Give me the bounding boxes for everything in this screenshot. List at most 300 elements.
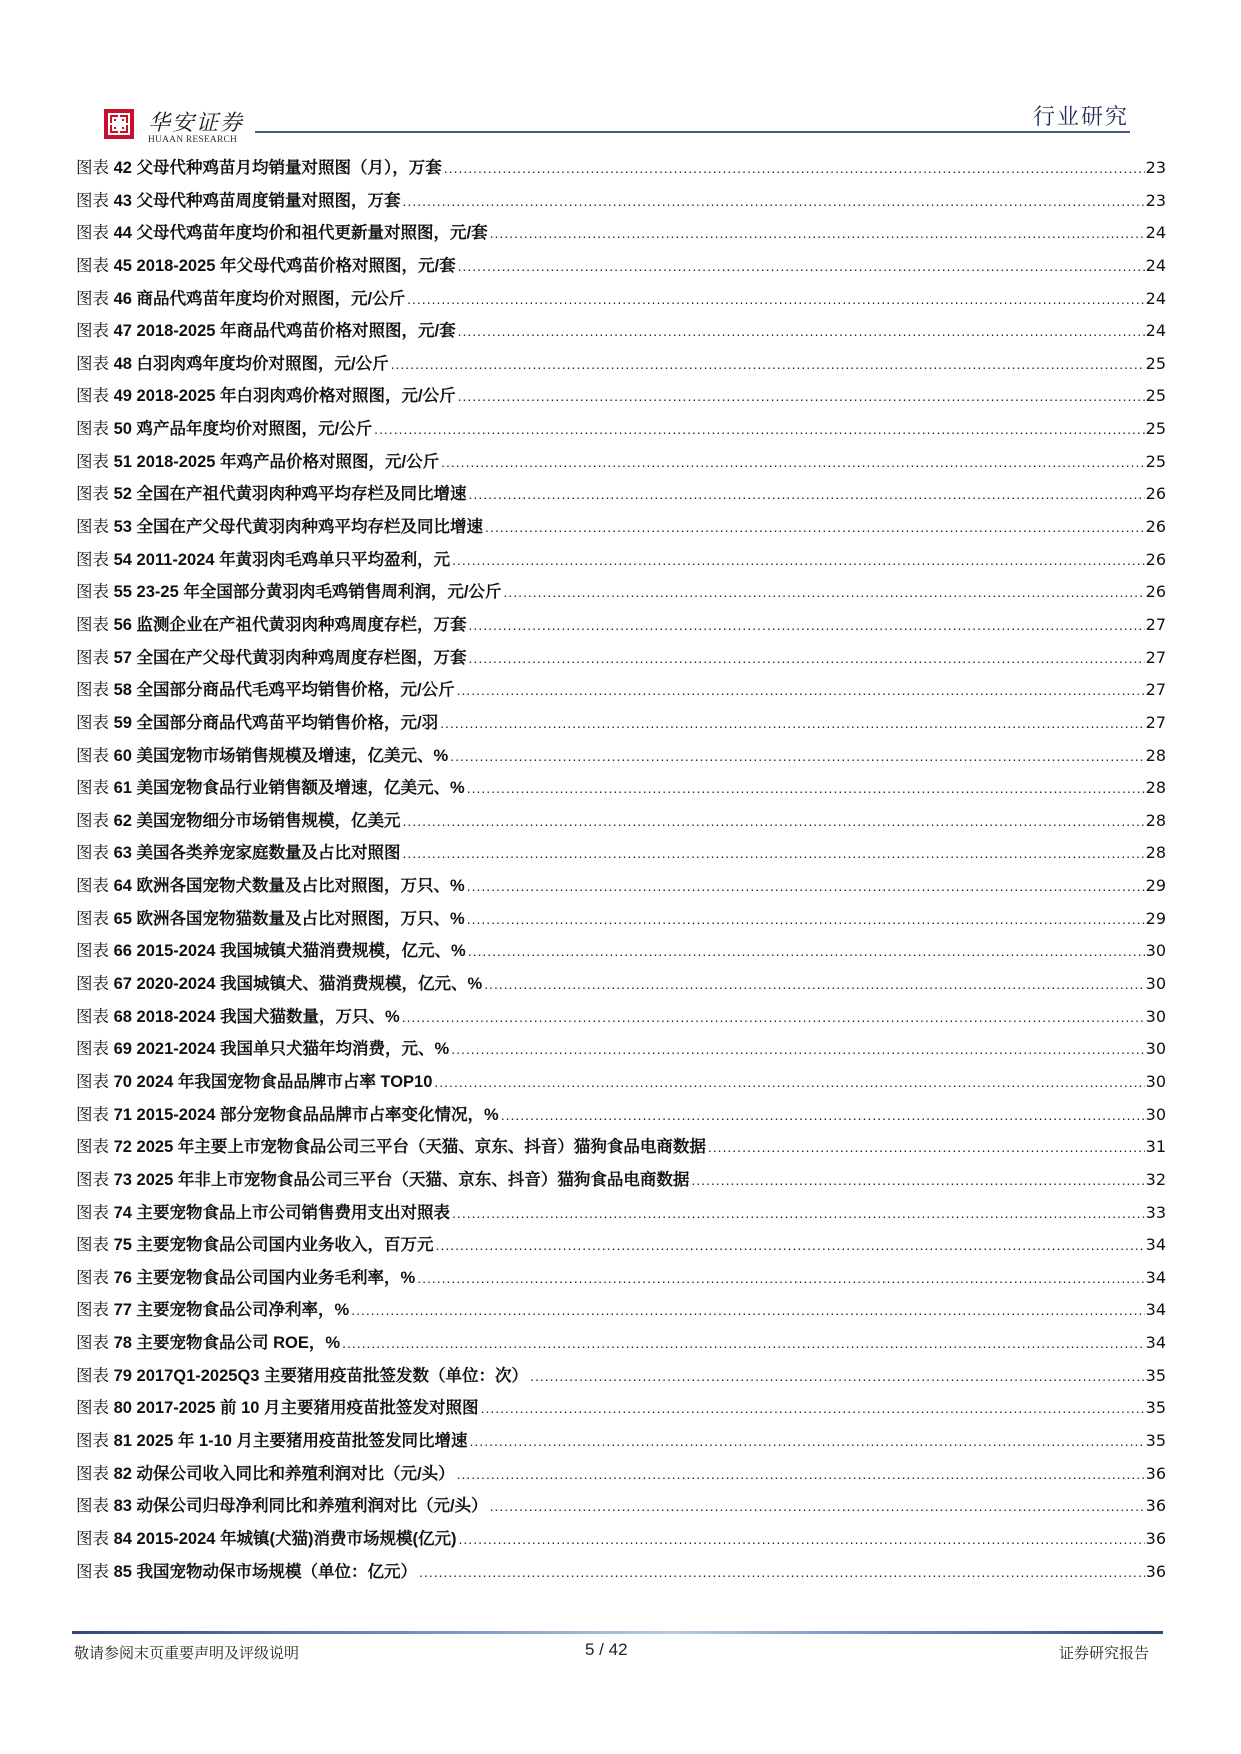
toc-entry[interactable] xyxy=(76,1294,1166,1327)
toc-entry-number: 43 xyxy=(113,191,132,210)
toc-entry[interactable] xyxy=(76,348,1166,381)
toc-entry-prefix: 图表 xyxy=(76,1463,109,1483)
toc-entry-number: 66 xyxy=(113,942,132,961)
toc-entry-label[interactable] xyxy=(76,217,490,250)
toc-entry-page[interactable]: 26 xyxy=(1145,484,1166,504)
toc-entry-number: 81 xyxy=(113,1431,132,1450)
toc-entry-label[interactable] xyxy=(76,1458,457,1491)
toc-entry-title: 2025 年非上市宠物食品公司三平台（天猫、京东、抖音）猫狗食品电商数据 xyxy=(136,1170,690,1189)
toc-entry-label[interactable] xyxy=(76,315,458,348)
toc-entry-label[interactable] xyxy=(76,609,469,642)
toc-entry-page[interactable]: 26 xyxy=(1145,549,1166,569)
toc-entry[interactable] xyxy=(76,1360,1166,1393)
toc-entry[interactable] xyxy=(76,544,1166,577)
toc-entry-label[interactable] xyxy=(76,837,403,870)
toc-entry-title: 全国在产父母代黄羽肉种鸡周度存栏图，万套 xyxy=(136,648,467,667)
toc-entry[interactable] xyxy=(76,1458,1166,1491)
toc-entry-title: 动保公司归母净利同比和养殖利润对比（元/头） xyxy=(136,1497,488,1516)
toc-entry-prefix: 图表 xyxy=(76,876,109,896)
dot-leader xyxy=(458,315,1145,348)
toc-entry-title: 2018-2025 年商品代鸡苗价格对照图，元/套 xyxy=(136,322,456,341)
toc-entry-page[interactable]: 34 xyxy=(1145,1267,1166,1287)
toc-entry-page[interactable]: 36 xyxy=(1145,1496,1166,1516)
dot-leader xyxy=(467,870,1145,903)
toc-entry-number: 52 xyxy=(113,485,132,504)
toc-entry-page[interactable]: 30 xyxy=(1145,974,1166,994)
toc-entry-prefix: 图表 xyxy=(76,1169,109,1189)
toc-entry-label[interactable] xyxy=(76,772,467,805)
dot-leader xyxy=(403,185,1145,218)
dot-leader xyxy=(351,1294,1144,1327)
toc-entry-number: 72 xyxy=(113,1138,132,1157)
toc-entry-page[interactable]: 32 xyxy=(1145,1169,1166,1189)
toc-entry-number: 57 xyxy=(113,648,132,667)
toc-entry-number: 80 xyxy=(113,1399,132,1418)
toc-entry-page[interactable]: 23 xyxy=(1145,190,1166,210)
toc-entry-page[interactable]: 29 xyxy=(1145,876,1166,896)
toc-entry-number: 68 xyxy=(113,1007,132,1026)
toc-entry-page[interactable]: 29 xyxy=(1145,908,1166,928)
toc-entry-number: 51 xyxy=(113,452,132,471)
dot-leader xyxy=(457,674,1145,707)
toc-entry-title: 欧洲各国宠物犬数量及占比对照图，万只、% xyxy=(136,877,465,896)
dot-leader xyxy=(444,152,1145,185)
toc-entry-title: 2018-2025 年白羽肉鸡价格对照图，元/公斤 xyxy=(136,387,456,406)
toc-entry-page[interactable]: 28 xyxy=(1145,843,1166,863)
toc-entry-label[interactable] xyxy=(76,1131,708,1164)
dot-leader xyxy=(434,1066,1144,1099)
toc-entry[interactable] xyxy=(76,283,1166,316)
dot-leader xyxy=(501,1099,1145,1132)
toc-entry-title: 2018-2025 年鸡产品价格对照图，元/公斤 xyxy=(136,452,440,471)
toc-entry[interactable] xyxy=(76,740,1166,773)
toc-entry-label[interactable] xyxy=(76,1392,481,1425)
toc-entry-prefix: 图表 xyxy=(76,778,109,798)
toc-entry-page[interactable]: 26 xyxy=(1145,582,1166,602)
toc-entry[interactable] xyxy=(76,1131,1166,1164)
toc-entry-prefix: 图表 xyxy=(76,908,109,928)
toc-entry-number: 54 xyxy=(113,550,132,569)
toc-entry-title: 2018-2025 年父母代鸡苗价格对照图，元/套 xyxy=(136,256,456,275)
toc-entry-label[interactable] xyxy=(76,1229,436,1262)
dot-leader xyxy=(436,1229,1145,1262)
toc-entry-prefix: 图表 xyxy=(76,255,109,275)
toc-entry-label[interactable] xyxy=(76,1523,459,1556)
toc-entry[interactable] xyxy=(76,1262,1166,1295)
toc-entry-label[interactable] xyxy=(76,1164,691,1197)
toc-entry-number: 67 xyxy=(113,975,132,994)
toc-entry-label[interactable] xyxy=(76,674,457,707)
toc-entry-page[interactable]: 24 xyxy=(1145,321,1166,341)
huaan-logo-icon xyxy=(104,109,134,139)
toc-entry[interactable] xyxy=(76,446,1166,479)
toc-entry-prefix: 图表 xyxy=(76,712,109,732)
toc-entry-label[interactable] xyxy=(76,250,458,283)
dot-leader xyxy=(391,348,1145,381)
dot-leader xyxy=(452,544,1145,577)
dot-leader xyxy=(691,1164,1144,1197)
toc-entry-title: 全国在产祖代黄羽肉种鸡平均存栏及同比增速 xyxy=(136,485,467,504)
toc-entry-page[interactable]: 26 xyxy=(1145,517,1166,537)
toc-entry-number: 58 xyxy=(113,681,132,700)
dot-leader xyxy=(374,413,1145,446)
toc-entry-prefix: 图表 xyxy=(76,353,109,373)
toc-entry[interactable] xyxy=(76,1066,1166,1099)
toc-entry-label[interactable] xyxy=(76,707,440,740)
dot-leader xyxy=(451,1033,1144,1066)
toc-entry-number: 53 xyxy=(113,518,132,537)
dot-leader xyxy=(490,217,1145,250)
toc-entry-page[interactable]: 30 xyxy=(1145,1006,1166,1026)
dot-leader xyxy=(417,1262,1144,1295)
dot-leader xyxy=(459,1523,1145,1556)
dot-leader xyxy=(342,1327,1145,1360)
dot-leader xyxy=(402,1001,1145,1034)
dot-leader xyxy=(419,1556,1145,1589)
toc-entry-title: 美国各类养宠家庭数量及占比对照图 xyxy=(136,844,401,863)
toc-entry-title: 白羽肉鸡年度均价对照图，元/公斤 xyxy=(136,354,389,373)
toc-entry[interactable] xyxy=(76,870,1166,903)
toc-entry-title: 2011-2024 年黄羽肉毛鸡单只平均盈利，元 xyxy=(136,550,451,569)
dot-leader xyxy=(452,1197,1145,1230)
toc-entry-page[interactable]: 36 xyxy=(1145,1561,1166,1581)
toc-entry-page[interactable]: 28 xyxy=(1145,778,1166,798)
toc-entry-number: 79 xyxy=(113,1366,132,1385)
toc-entry-number: 65 xyxy=(113,909,132,928)
page-header xyxy=(0,0,1241,145)
toc-entry-prefix: 图表 xyxy=(76,974,109,994)
toc-entry-prefix: 图表 xyxy=(76,1202,109,1222)
toc-entry[interactable] xyxy=(76,250,1166,283)
toc-entry[interactable] xyxy=(76,1033,1166,1066)
toc-entry-page[interactable]: 27 xyxy=(1145,712,1166,732)
toc-entry-prefix: 图表 xyxy=(76,1006,109,1026)
toc-entry-prefix: 图表 xyxy=(76,223,109,243)
toc-entry-label[interactable] xyxy=(76,1490,490,1523)
toc-entry-title: 动保公司收入同比和养殖利润对比（元/头） xyxy=(136,1464,455,1483)
toc-entry-page[interactable]: 34 xyxy=(1145,1235,1166,1255)
toc-entry-label[interactable] xyxy=(76,1425,470,1458)
toc-entry-page[interactable]: 33 xyxy=(1145,1202,1166,1222)
toc-entry-number: 77 xyxy=(113,1301,132,1320)
toc-entry-prefix: 图表 xyxy=(76,1071,109,1091)
toc-entry[interactable] xyxy=(76,1392,1166,1425)
dot-leader xyxy=(403,805,1145,838)
section-title: 行业研究 xyxy=(1032,105,1129,130)
toc-entry[interactable] xyxy=(76,380,1166,413)
toc-entry[interactable] xyxy=(76,674,1166,707)
toc-entry-prefix: 图表 xyxy=(76,1333,109,1353)
toc-entry[interactable] xyxy=(76,1327,1166,1360)
toc-entry-page[interactable]: 23 xyxy=(1145,158,1166,177)
toc-entry-number: 76 xyxy=(113,1268,132,1287)
toc-entry-page[interactable]: 27 xyxy=(1145,680,1166,700)
toc-entry-number: 63 xyxy=(113,844,132,863)
toc-entry-prefix: 图表 xyxy=(76,1561,109,1581)
toc-entry[interactable] xyxy=(76,935,1166,968)
toc-entry-title: 欧洲各国宠物猫数量及占比对照图，万只、% xyxy=(136,909,465,928)
toc-entry[interactable] xyxy=(76,772,1166,805)
toc-entry[interactable] xyxy=(76,1099,1166,1132)
toc-entry-number: 85 xyxy=(113,1562,132,1581)
toc-entry-label[interactable] xyxy=(76,1033,451,1066)
toc-entry-label[interactable] xyxy=(76,348,391,381)
toc-entry-label[interactable] xyxy=(76,544,452,577)
toc-entry[interactable] xyxy=(76,1556,1166,1589)
dot-leader xyxy=(450,740,1144,773)
toc-entry-number: 62 xyxy=(113,811,132,830)
toc-entry-page[interactable]: 24 xyxy=(1145,255,1166,275)
toc-entry-number: 84 xyxy=(113,1529,132,1548)
toc-entry-prefix: 图表 xyxy=(76,1300,109,1320)
dot-leader xyxy=(407,283,1145,316)
toc-entry[interactable] xyxy=(76,1523,1166,1556)
header-divider xyxy=(255,131,1130,133)
toc-entry-title: 2024 年我国宠物食品品牌市占率 TOP10 xyxy=(136,1072,433,1091)
toc-entry-number: 73 xyxy=(113,1170,132,1189)
toc-entry-title: 主要宠物食品公司国内业务收入，百万元 xyxy=(136,1236,434,1255)
toc-entry-prefix: 图表 xyxy=(76,647,109,667)
toc-entry-prefix: 图表 xyxy=(76,1398,109,1418)
toc-entry-number: 74 xyxy=(113,1203,132,1222)
toc-entry-prefix: 图表 xyxy=(76,1137,109,1157)
toc-entry-label[interactable] xyxy=(76,1556,419,1589)
toc-entry-title: 23-25 年全国部分黄羽肉毛鸡销售周利润，元/公斤 xyxy=(136,583,502,602)
toc-entry-number: 46 xyxy=(113,289,132,308)
toc-entry-prefix: 图表 xyxy=(76,810,109,830)
toc-entry-prefix: 图表 xyxy=(76,614,109,634)
toc-entry-page[interactable]: 27 xyxy=(1145,614,1166,634)
toc-entry-number: 50 xyxy=(113,420,132,439)
footer-divider xyxy=(72,1631,1163,1634)
toc-entry-number: 47 xyxy=(113,322,132,341)
dot-leader xyxy=(457,1458,1145,1491)
toc-entry-label[interactable] xyxy=(76,1197,452,1230)
toc-entry-page[interactable]: 25 xyxy=(1145,353,1166,373)
toc-entry-prefix: 图表 xyxy=(76,1104,109,1124)
toc-entry[interactable] xyxy=(76,837,1166,870)
toc-entry-title: 父母代种鸡苗周度销量对照图，万套 xyxy=(136,191,401,210)
toc-entry-number: 48 xyxy=(113,354,132,373)
footer-disclaimer: 敬请参阅末页重要声明及评级说明 xyxy=(74,1644,300,1662)
toc-entry-label[interactable] xyxy=(76,1066,434,1099)
toc-entry-number: 70 xyxy=(113,1072,132,1091)
toc-entry-title: 2021-2024 我国单只犬猫年均消费，元、% xyxy=(136,1040,450,1059)
toc-entry-title: 2017Q1-2025Q3 主要猪用疫苗批签发数（单位：次） xyxy=(136,1366,529,1385)
dot-leader xyxy=(490,1490,1145,1523)
dot-leader xyxy=(708,1131,1145,1164)
toc-entry[interactable] xyxy=(76,217,1166,250)
toc-entry[interactable] xyxy=(76,707,1166,740)
toc-entry-page[interactable]: 24 xyxy=(1145,288,1166,308)
toc-entry-label[interactable] xyxy=(76,478,469,511)
toc-entry[interactable] xyxy=(76,1001,1166,1034)
toc-entry-label[interactable] xyxy=(76,152,444,185)
toc-entry-prefix: 图表 xyxy=(76,1039,109,1059)
toc-entry-page[interactable]: 27 xyxy=(1145,647,1166,667)
toc-entry-prefix: 图表 xyxy=(76,1365,109,1385)
toc-entry-prefix: 图表 xyxy=(76,745,109,765)
toc-entry-title: 美国宠物细分市场销售规模，亿美元 xyxy=(136,811,401,830)
dot-leader xyxy=(467,772,1145,805)
brand-name-en: HUAAN RESEARCH xyxy=(148,135,238,145)
toc-entry-label[interactable] xyxy=(76,1327,342,1360)
toc-entry-prefix: 图表 xyxy=(76,517,109,537)
toc-entry-page[interactable]: 30 xyxy=(1145,1071,1166,1091)
toc-entry-page[interactable]: 35 xyxy=(1145,1430,1166,1450)
toc-entry[interactable] xyxy=(76,152,1166,185)
dot-leader xyxy=(484,968,1144,1001)
toc-entry-number: 55 xyxy=(113,583,132,602)
toc-entry-page[interactable]: 36 xyxy=(1145,1528,1166,1548)
toc-entry-label[interactable] xyxy=(76,511,485,544)
toc-entry-page[interactable]: 30 xyxy=(1145,941,1166,961)
toc-entry-number: 69 xyxy=(113,1040,132,1059)
toc-entry-title: 主要宠物食品公司 ROE，% xyxy=(136,1334,341,1353)
toc-entry-number: 83 xyxy=(113,1497,132,1516)
toc-entry-number: 56 xyxy=(113,615,132,634)
toc-entry[interactable] xyxy=(76,805,1166,838)
toc-entry-prefix: 图表 xyxy=(76,158,109,177)
dot-leader xyxy=(468,935,1145,968)
toc-entry[interactable] xyxy=(76,511,1166,544)
toc-entry-title: 我国宠物动保市场规模（单位：亿元） xyxy=(136,1562,418,1581)
toc-entry-page[interactable]: 31 xyxy=(1145,1137,1166,1157)
toc-entry[interactable] xyxy=(76,478,1166,511)
toc-entry-label[interactable] xyxy=(76,1294,351,1327)
dot-leader xyxy=(441,446,1145,479)
toc-entry[interactable] xyxy=(76,185,1166,218)
toc-entry-title: 全国部分商品代毛鸡平均销售价格，元/公斤 xyxy=(136,681,455,700)
toc-entry-page[interactable]: 35 xyxy=(1145,1365,1166,1385)
toc-entry-prefix: 图表 xyxy=(76,288,109,308)
toc-entry-title: 父母代鸡苗年度均价和祖代更新量对照图，元/套 xyxy=(136,224,488,243)
toc-entry[interactable] xyxy=(76,609,1166,642)
toc-entry[interactable] xyxy=(76,1164,1166,1197)
toc-entry-prefix: 图表 xyxy=(76,1528,109,1548)
toc-entry-label[interactable] xyxy=(76,740,450,773)
toc-entry-prefix: 图表 xyxy=(76,1430,109,1450)
toc-entry-title: 主要宠物食品公司国内业务毛利率，% xyxy=(136,1268,416,1287)
toc-entry-label[interactable] xyxy=(76,576,503,609)
toc-entry-page[interactable]: 30 xyxy=(1145,1039,1166,1059)
toc-entry-page[interactable]: 28 xyxy=(1145,810,1166,830)
toc-entry-label[interactable] xyxy=(76,805,403,838)
toc-entry-number: 60 xyxy=(113,746,132,765)
dot-leader xyxy=(485,511,1145,544)
toc-entry[interactable] xyxy=(76,903,1166,936)
toc-entry-label[interactable] xyxy=(76,968,484,1001)
toc-entry[interactable] xyxy=(76,1197,1166,1230)
toc-entry-label[interactable] xyxy=(76,283,407,316)
toc-entry-title: 2025 年 1-10 月主要猪用疫苗批签发同比增速 xyxy=(136,1431,468,1450)
toc-entry-label[interactable] xyxy=(76,935,468,968)
toc-entry-page[interactable]: 36 xyxy=(1145,1463,1166,1483)
toc-entry[interactable] xyxy=(76,1490,1166,1523)
toc-entry-page[interactable]: 25 xyxy=(1145,386,1166,406)
toc-entry-label[interactable] xyxy=(76,446,441,479)
dot-leader xyxy=(403,837,1145,870)
toc-entry-number: 49 xyxy=(113,387,132,406)
dot-leader xyxy=(458,250,1145,283)
toc-entry-label[interactable] xyxy=(76,642,469,675)
toc-entry-number: 61 xyxy=(113,779,132,798)
toc-entry-title: 2025 年主要上市宠物食品公司三平台（天猫、京东、抖音）猫狗食品电商数据 xyxy=(136,1138,706,1157)
toc-entry-title: 2018-2024 我国犬猫数量，万只、% xyxy=(136,1007,400,1026)
toc-entry-number: 82 xyxy=(113,1464,132,1483)
dot-leader xyxy=(467,903,1145,936)
toc-entry-number: 44 xyxy=(113,224,132,243)
toc-entry-number: 42 xyxy=(113,159,132,177)
toc-entry[interactable] xyxy=(76,1229,1166,1262)
toc-entry-number: 75 xyxy=(113,1236,132,1255)
toc-entry-label[interactable] xyxy=(76,185,403,218)
dot-leader xyxy=(469,609,1145,642)
toc-entry-page[interactable]: 28 xyxy=(1145,745,1166,765)
toc-entry-label[interactable] xyxy=(76,380,458,413)
table-of-figures xyxy=(76,152,1166,1588)
toc-entry-prefix: 图表 xyxy=(76,680,109,700)
toc-entry-title: 监测企业在产祖代黄羽肉种鸡周度存栏，万套 xyxy=(136,615,467,634)
toc-entry-title: 全国部分商品代鸡苗平均销售价格，元/羽 xyxy=(136,713,439,732)
toc-entry-label[interactable] xyxy=(76,1262,417,1295)
dot-leader xyxy=(469,642,1145,675)
toc-entry-label[interactable] xyxy=(76,1360,530,1393)
toc-entry-title: 2015-2024 年城镇(犬猫)消费市场规模(亿元) xyxy=(136,1529,457,1548)
dot-leader xyxy=(458,380,1145,413)
toc-entry-label[interactable] xyxy=(76,413,374,446)
toc-entry-page[interactable]: 34 xyxy=(1145,1300,1166,1320)
toc-entry-number: 71 xyxy=(113,1105,132,1124)
toc-entry-number: 45 xyxy=(113,256,132,275)
toc-entry-page[interactable]: 35 xyxy=(1145,1398,1166,1418)
dot-leader xyxy=(470,1425,1145,1458)
toc-entry-prefix: 图表 xyxy=(76,1235,109,1255)
toc-entry[interactable] xyxy=(76,315,1166,348)
toc-entry-prefix: 图表 xyxy=(76,190,109,210)
toc-entry-label[interactable] xyxy=(76,903,467,936)
toc-entry-prefix: 图表 xyxy=(76,843,109,863)
toc-entry-prefix: 图表 xyxy=(76,549,109,569)
toc-entry-title: 美国宠物食品行业销售额及增速，亿美元、% xyxy=(136,779,465,798)
toc-entry[interactable] xyxy=(76,1425,1166,1458)
toc-entry-page[interactable]: 24 xyxy=(1145,223,1166,243)
toc-entry[interactable] xyxy=(76,413,1166,446)
toc-entry-number: 59 xyxy=(113,713,132,732)
report-type: 证券研究报告 xyxy=(1058,1644,1149,1662)
toc-entry-prefix: 图表 xyxy=(76,1496,109,1516)
toc-entry-page[interactable]: 25 xyxy=(1145,419,1166,439)
toc-entry-number: 78 xyxy=(113,1334,132,1353)
dot-leader xyxy=(440,707,1145,740)
toc-entry-prefix: 图表 xyxy=(76,484,109,504)
toc-entry[interactable] xyxy=(76,576,1166,609)
toc-entry-title: 美国宠物市场销售规模及增速，亿美元、% xyxy=(136,746,449,765)
toc-entry-label[interactable] xyxy=(76,1099,501,1132)
toc-entry-page[interactable]: 25 xyxy=(1145,451,1166,471)
toc-entry-title: 2015-2024 我国城镇犬猫消费规模，亿元、% xyxy=(136,942,466,961)
toc-entry-label[interactable] xyxy=(76,870,467,903)
toc-entry-title: 主要宠物食品上市公司销售费用支出对照表 xyxy=(136,1203,451,1222)
toc-entry-page[interactable]: 34 xyxy=(1145,1333,1166,1353)
toc-entry-title: 2015-2024 部分宠物食品品牌市占率变化情况，% xyxy=(136,1105,499,1124)
toc-entry[interactable] xyxy=(76,642,1166,675)
toc-entry[interactable] xyxy=(76,968,1166,1001)
toc-entry-label[interactable] xyxy=(76,1001,402,1034)
toc-entry-page[interactable]: 30 xyxy=(1145,1104,1166,1124)
toc-entry-prefix: 图表 xyxy=(76,321,109,341)
toc-entry-title: 父母代种鸡苗月均销量对照图（月），万套 xyxy=(136,159,442,177)
